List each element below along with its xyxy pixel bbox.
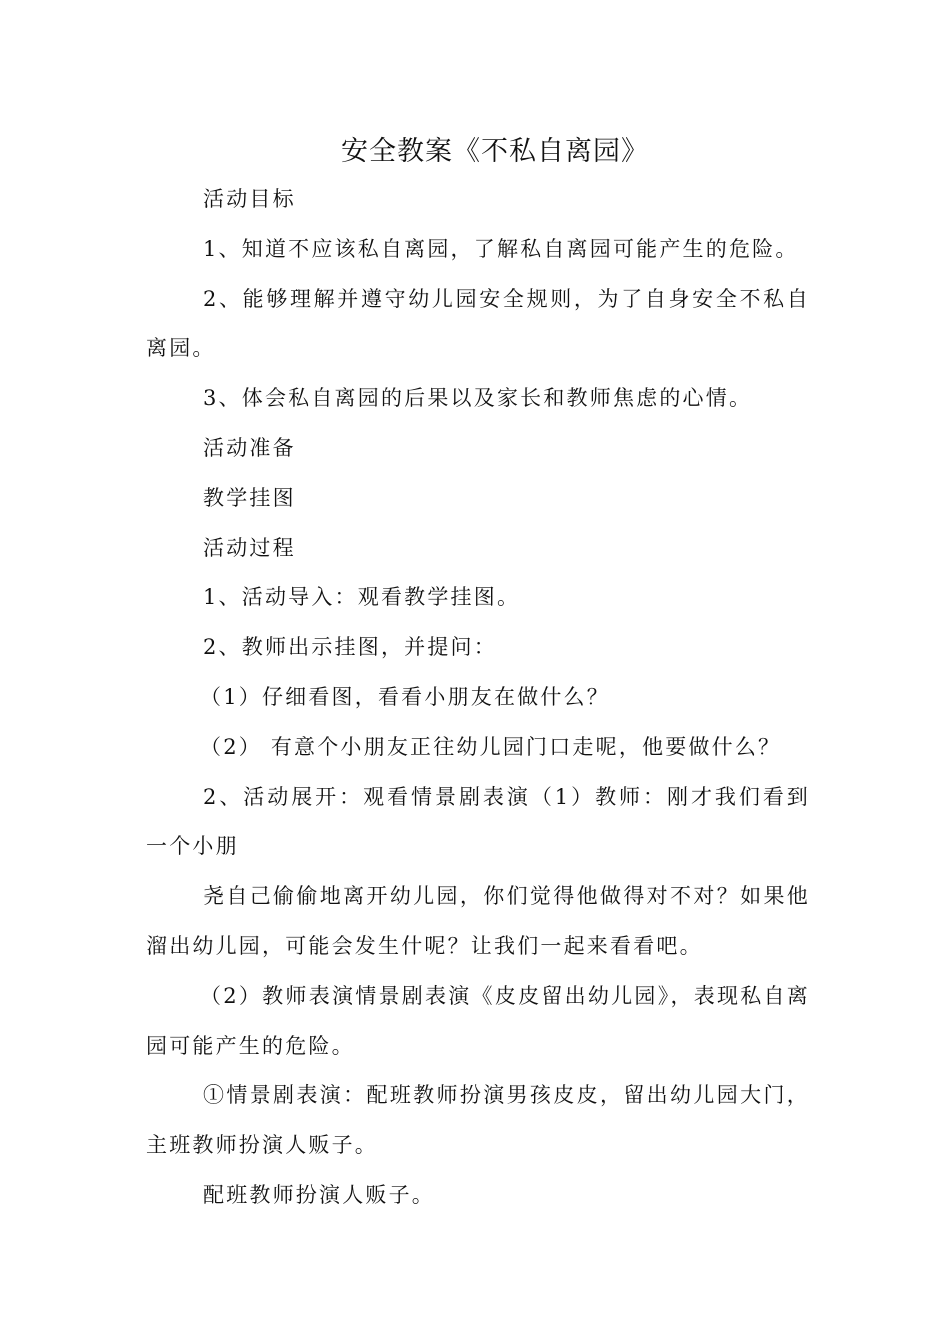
objective-2: 2、能够理解并遵守幼儿园安全规则，为了自身安全不私自离园。 <box>146 286 810 361</box>
section-heading-preparation: 活动准备 <box>203 435 296 460</box>
process-step-1: 1、活动导入：观看教学挂图。 <box>203 585 521 610</box>
process-step-3: 2、活动展开：观看情景剧表演（1）教师：刚才我们看到一个小朋 <box>146 784 810 859</box>
question-2: （2） 有意个小朋友正往幼儿园门口走呢，他要做什么？ <box>200 734 782 759</box>
document-title: 安全教案《不私自离园》 <box>341 136 649 167</box>
question-1: （1）仔细看图，看看小朋友在做什么？ <box>200 684 610 709</box>
process-substep-2: （2）教师表演情景剧表演《皮皮留出幼儿园》，表现私自离园可能产生的危险。 <box>146 983 810 1058</box>
document-body <box>146 175 810 1221</box>
objective-1: 1、知道不应该私自离园，了解私自离园可能产生的危险。 <box>203 236 799 261</box>
section-heading-objectives: 活动目标 <box>203 187 296 211</box>
skit-role-note: 配班教师扮演人贩子。 <box>203 1182 435 1207</box>
objective-3: 3、体会私自离园的后果以及家长和教师焦虑的心情。 <box>203 386 753 411</box>
skit-performance: ①情景剧表演：配班教师扮演男孩皮皮，留出幼儿园大门，主班教师扮演人贩子。 <box>146 1083 810 1158</box>
section-heading-process: 活动过程 <box>203 535 296 560</box>
preparation-item: 教学挂图 <box>203 485 296 510</box>
process-paragraph-continued: 尧自己偷偷地离开幼儿园，你们觉得他做得对不对？如果他溜出幼儿园，可能会发生什呢？让我们一起来看看吧。 <box>146 884 810 958</box>
process-step-2: 2、教师出示挂图，并提问： <box>203 635 497 660</box>
